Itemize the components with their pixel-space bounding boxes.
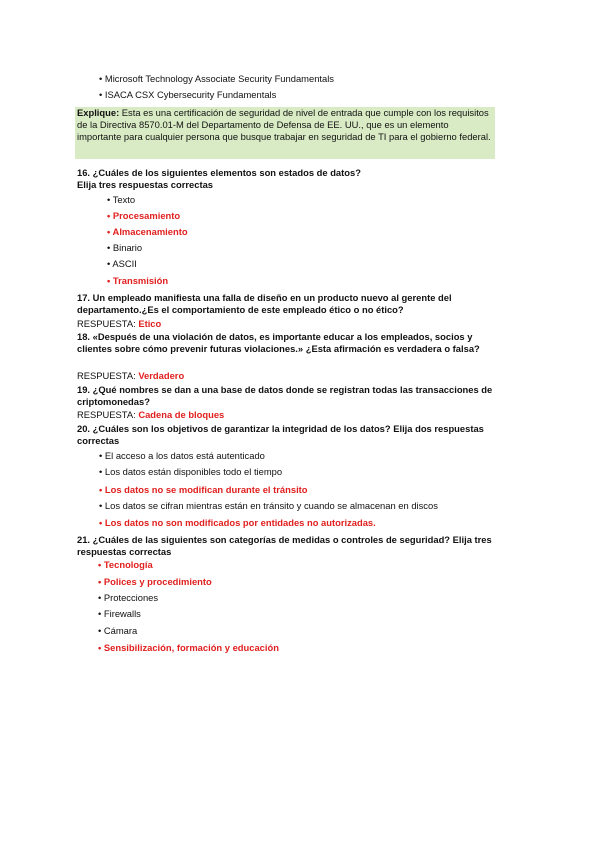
option-item: • Los datos están disponibles todo el tiempo (99, 466, 283, 477)
bullet-text: Microsoft Technology Associate Security Fundamentals (104, 73, 334, 84)
option-item-correct: • Polices y procedimiento (98, 576, 212, 587)
option-item-correct: • Transmisión (107, 275, 169, 286)
option-item: • Firewalls (98, 608, 141, 619)
option-item: • El acceso a los datos está autenticado (99, 450, 265, 461)
answer-value: Cadena de bloques (138, 409, 225, 420)
response-18: RESPUESTA: Verdadero (77, 370, 185, 381)
question-19: 19. ¿Qué nombres se dan a una base de datos donde se registran todas las transacciones de criptomonedas? (77, 384, 493, 407)
option-item-correct: • Los datos no son modificados por entidades no autorizadas. (99, 517, 376, 528)
option-item-correct: • Los datos no se modifican durante el tránsito (99, 484, 308, 495)
list-item: • ISACA CSX Cybersecurity Fundamentals (99, 89, 277, 100)
explanation-box (75, 107, 495, 159)
question-18: 18. «Después de una violación de datos, es importante educar a los empleados, socios y clientes sobre cómo prevenir futuras violaciones.» ¿Esta afirmación es verdadera o falsa? (77, 331, 480, 354)
option-item: • ASCII (107, 258, 137, 269)
response-19: RESPUESTA: Cadena de bloques (77, 409, 225, 420)
question-21: 21. ¿Cuáles de las siguientes son categorías de medidas o controles de seguridad? Elija tres respuestas correctas (77, 534, 492, 557)
explanation-text: Esta es una certificación de seguridad de nivel de entrada que cumple con los requisitos de la Directiva 8570.01-M del Departamento de Defensa de EE. UU., que es un elemento importante para cualquier persona que busque trabajar en seguridad de TI para el gobierno federal. (77, 107, 491, 142)
option-item-correct: • Almacenamiento (107, 226, 188, 237)
bullet-text: ISACA CSX Cybersecurity Fundamentals (104, 89, 277, 100)
option-item: • Texto (107, 194, 136, 205)
response-17: RESPUESTA: Etico (77, 318, 162, 329)
option-item: • Protecciones (98, 592, 159, 603)
option-item-correct: • Tecnología (98, 559, 153, 570)
answer-value: Verdadero (138, 370, 185, 381)
explanation-label: Explique: (77, 107, 120, 118)
list-item: • Microsoft Technology Associate Security Fundamentals (99, 73, 334, 84)
question-20: 20. ¿Cuáles son los objetivos de garantizar la integridad de los datos? Elija dos respuestas correctas (77, 423, 484, 446)
option-item-correct: • Procesamiento (107, 210, 181, 221)
option-item: • Cámara (98, 625, 138, 636)
option-item-correct: • Sensibilización, formación y educación (98, 642, 279, 653)
question-16-instruction: Elija tres respuestas correctas (77, 179, 214, 190)
option-item: • Los datos se cifran mientras están en tránsito y cuando se almacenan en discos (99, 500, 438, 511)
question-16: 16. ¿Cuáles de los siguientes elementos son estados de datos? (77, 167, 361, 178)
question-17: 17. Un empleado manifiesta una falla de diseño en un producto nuevo al gerente del departamento.¿Es el comportamiento de este empleado ético o no ético? (77, 292, 452, 315)
option-item: • Binario (107, 242, 143, 253)
answer-value: Etico (138, 318, 162, 329)
